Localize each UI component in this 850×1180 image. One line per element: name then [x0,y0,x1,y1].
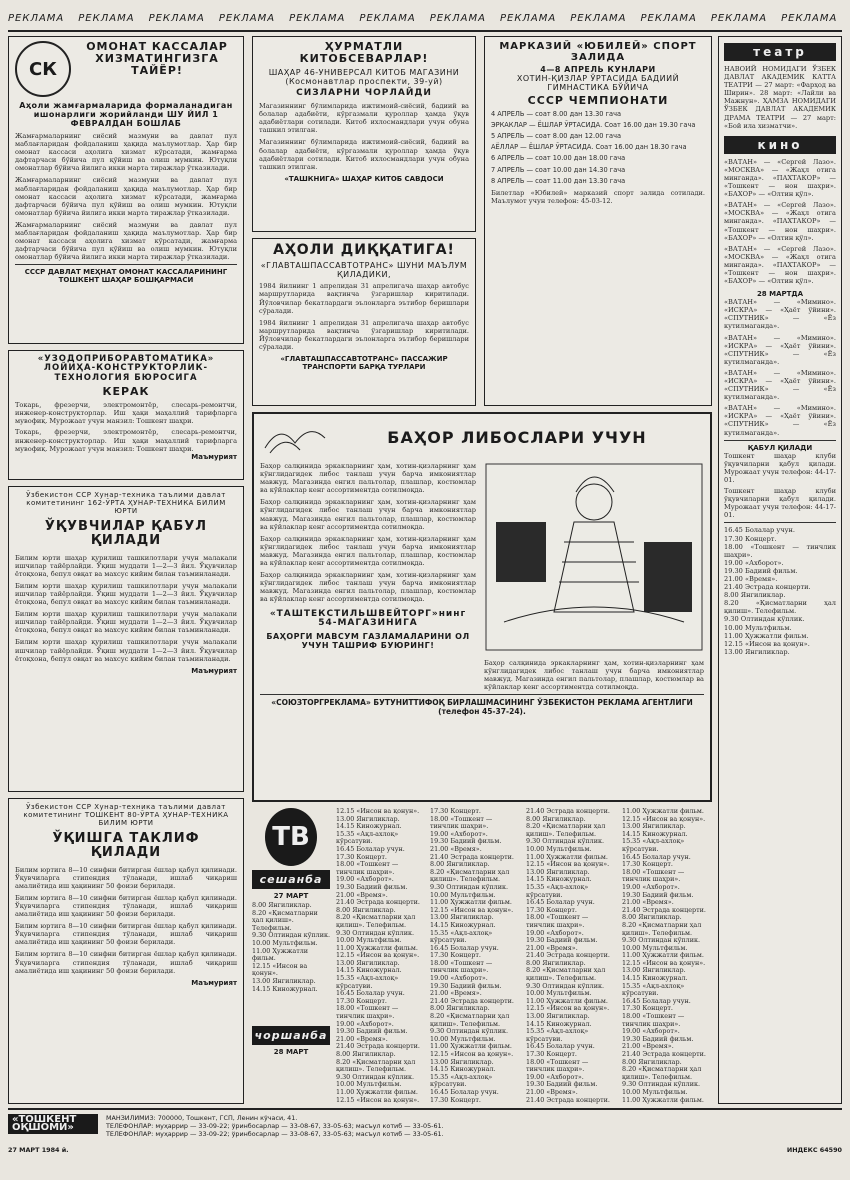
tv-list-1 [336,808,426,1104]
tv-program-item: 13.00 Янгиликлар. [430,1057,494,1066]
books-sign: «ТАШКНИГА» ШАҲАР КИТОБ САВДОСИ [284,174,444,183]
tv-program-item: 10.00 Мультфильм. [526,989,592,998]
masthead-word: РЕКЛАМА [710,13,768,24]
tv-program-item: 8.20 «Қисматларни ҳал қилиш». Телефильм. [622,1065,702,1081]
tv-program-item: 9.30 Олтиндан кўплик. [622,1080,701,1089]
tv-program-item: 21.00 «Время». [526,1087,578,1096]
tv-program-item: 8.00 Янгиликлар. [252,902,312,909]
kino-body-3: «ВАТАН» — «Сергей Лазо». «МОСКВА» — «Жаҳл отига минганда». «ПАХТАКОР» — «Тошкент — нон шаҳри». «БАХОР» — «Олтин қўл». [724,244,836,286]
tv-program-item: 19.30 Бадиий фильм. [724,566,798,575]
tv-program-item: 21.40 Эстрада концерти. [336,1042,420,1051]
tv-date-2: 28 МАРТ [273,1048,309,1056]
tv-program-item: 8.00 Янгиликлар. [526,814,586,823]
cashiers-body: Жамғармаларнинг сиёсий мазмуни ва давлат пул маблағларидан фойдаланиш ҳақида маълумотлар. Ҳар бир омонат кассаси аҳолига хизмат кўрсатади, жамғарма дафтарчаси бўйича пул қўйиш ва олиш мумкин. Ютуқли омонатлар бўйича йилига икки марта тиражлар ўтказилади. [15,132,237,173]
attention-title: АҲОЛИ ДИҚҚАТИГА! [273,242,455,258]
books-head: СИЗЛАРНИ ЧОРЛАЙДИ [296,88,432,99]
tv-program-item: 19.30 Бадиий фильм. [430,837,502,846]
tv-program-item: 11.00 Ҳужжатли фильм. [622,951,704,960]
kerak-sign: Маъмурият [191,452,237,461]
tv-program-item: 13.00 Янгиликлар. [622,966,686,975]
tv-program-item: 13.00 Янгиликлар. [622,822,686,831]
spring-body-3: Баҳор салқинида эркакларнинг ҳам, хотин-қизларнинг ҳам кўнглидагидек либос танлаш учун барча имкониятлар мавжуд. Магазинда енгил пальтолар, плашлар, костюмлар ва кўйлаклар кенг ассортиментда сотилмоқда. [260,534,476,568]
tv-program-item: 19.30 Бадиий фильм. [622,890,694,899]
tv-program-item: 17.30 Концерт. [430,808,481,815]
tv-program-item: 21.40 Эстрада концерти. [430,996,514,1005]
sport-ad [484,36,712,406]
sport-sub: ХОТИН-ҚИЗЛАР ЎРТАСИДА БАДИИЙ ГИМНАСТИКА БЎЙИЧА [516,74,680,92]
tv-program-item: 11.00 Ҳужжатли фильм. [336,1087,418,1096]
tv-program-item: 12.15 «Инсон ва қонун». [724,639,810,648]
tv-program-item: 21.40 Эстрада концерти. [622,905,706,914]
college-sign: Маъмурият [191,978,237,987]
masthead-word: РЕКЛАМА [218,13,276,24]
tv-program-item: 10.00 Мультфильм. [430,1034,496,1043]
tv-program-item: 14.15 Киножурнал. [430,920,496,929]
tv-program-item: 9.30 Олтиндан кўплик. [724,615,805,624]
tv-program-item: 19.00 «Ахборот». [430,829,488,838]
spring-sign: «СОЮЗТОРГРЕКЛАМА» БУТУНИТТИФОҚ БИРЛАШМАСИНИНГ ЎЗБЕКИСТОН РЕКЛАМА АГЕНТЛИГИ (телефон 45-37-24). [271,698,693,717]
masthead-word: РЕКЛАМА [8,13,65,24]
cashiers-body-2: Жамғармаларнинг сиёсий мазмуни ва давлат пул маблағларидан фойдаланиш ҳақида маълумотлар. Ҳар бир омонат кассаси аҳолига хизмат кўрсатади, жамғарма дафтарчаси бўйича пул қўйиш ва олиш мумкин. Ютуқли омонатлар бўйича йилига икки марта тиражлар ўтказилади. [15,176,237,217]
cashiers-lead: Аҳоли жамғармаларида формаланадиган ишонарлиги жорийланди ШУ ЙИЛ 1 ФЕВРАЛДАН БОШЛАБ [19,101,233,128]
tv-program-item: 8.20 «Қисматларни ҳал қилиш». Телефильм. [526,966,606,983]
masthead-word: РЕКЛАМА [570,13,627,24]
tv-program-item: 19.30 Бадиий фильм. [430,981,502,990]
tv-program-item: 21.00 «Время». [622,1042,674,1051]
tv-program-item: 21.00 «Время». [724,574,778,583]
masthead-word: РЕКЛАМА [359,13,416,24]
sport-schedule-item: АЁЛЛАР — ЁШЛАР ЎРТАСИДА. Соат 16.00 дан 18.30 гача [491,143,687,152]
theatre-heading: театр [724,43,836,61]
tv-program-item: 17.30 Концерт. [622,860,673,869]
savings-bank-logo: СК [15,41,71,97]
tv-program-item: 19.00 «Ахборот». [336,1019,394,1028]
tv-program-item: 21.40 Эстрада концерти. [526,951,610,960]
tv-program-item: 8.20 «Қисматларни ҳал қилиш». Телефильм. [430,1012,510,1028]
tv-program-item: 14.15 Киножурнал. [526,875,592,884]
spring-invite: БАҲОРГИ МАВСУМ ГАЗЛАМАЛАРИНИ ОЛ УЧУН ТАШРИФ БУЮРИНГ! [266,632,470,651]
college-body-2: Билим юртига 8—10 синфни битирган ёшлар қабул қилинади. Ўқувчиларга стипендия тўланади, ишлаб чиқариш амалиётида иш ҳақининг 50 фоизи берилади. [15,893,237,919]
masthead-word: РЕКЛАМА [781,13,838,24]
tv-program-item: 8.00 Янгиликлар. [622,913,682,922]
kino-heading: кино [724,136,836,154]
tv-program-item: 19.30 Бадиий фильм. [622,1034,694,1043]
masthead-word: РЕКЛАМА [499,13,557,24]
sport-footer: Билетлар «Юбилей» марказий спорт залида сотилади. Маълумот учун телефон: 45-03-12. [491,188,705,205]
tv-program-item: 16.45 Болалар учун. [430,943,499,952]
tv-program-item: 16.45 Болалар учун. [724,526,795,535]
tv-program-item: 11.00 Ҳужжатли фильм. [336,943,418,952]
tv-program-item: 17.30 Концерт. [622,1004,673,1013]
cashiers-sign: СССР ДАВЛАТ МЕҲНАТ ОМОНАТ КАССАЛАРИНИНГ ТОШКЕНТ ШАҲАР БОШҚАРМАСИ [24,268,228,285]
tv-program-item: 12.15 «Инсон ва қонун». [336,808,420,815]
kerak-title: «УЗОДОПРИБОРАВТОМАТИКА» ЛОЙИҲА-КОНСТРУКТОРЛИК-ТЕХНОЛОГИЯ БЮРОСИГА [37,354,215,383]
theatre-body: НАВОИЙ НОМИДАГИ ЎЗБЕК ДАВЛАТ АКАДЕМИК КАТТА ТЕАТРИ — 27 март: «Фарҳод ва Ширин». 28 март: «Лайли ва Мажнун». ҲАМЗА НОМИДАГИ ЎЗБЕК ДАВЛАТ АКАДЕМИК ДРАМА ТЕАТРИ — 27 март: «Бой ила хизматчи». [724,65,836,130]
tv-program-item: 8.20 «Қисматларни ҳал қилиш». Телефильм. [724,599,836,616]
tv-program-item: 12.15 «Инсон ва қонун». [622,958,706,967]
tv-program-item: 9.30 Олтиндан кўплик. [430,1027,509,1036]
date-body-2: «ВАТАН» — «Мимино». «ИСКРА» — «Ҳаёт ўйини». «СПУТНИК» — «Ёз кутилмаганда». [724,333,836,366]
books-body: Магазиннинг бўлимларида ижтимоий-сиёсий, бадиий ва болалар адабиёти, кўргазмали қуроллар ҳамда ўқув адабиётлари сотилади. Китоб ихлосмандлари учун обуна ташкил этилган. [259,102,469,135]
kerak-body-2: Токарь, фрезерчи, электромонтёр, слесарь-ремонтчи, инженер-конструкторлар. Иш ҳақи маҳаллий тарифларга мувофиқ. Мурожаат учун манзил: Тошкент шаҳри. [15,428,237,453]
tv-program-item: 19.30 Бадиий фильм. [526,936,598,945]
tv-program-item: 18.00 «Тошкент — тинчлик шаҳри». [622,1012,685,1028]
attention-sub: «ГЛАВТАШПАССАВТОТРАНС» ШУНИ МАЪЛУМ ҚИЛАДИКИ, [260,261,468,280]
tv-program-item: 14.15 Киножурнал. [430,1065,496,1074]
students-body-4: Билим юрти шаҳар қурилиш ташкилотлари учун малакали ишчилар тайёрлайди. Ўқиш муддати 1—2—3 йил. Ўқувчилар ётоқхона, бепул овқат ва махсус кийим билан таъминланади. [15,638,237,663]
date-heading: 28 МАРТДА [756,290,804,299]
tv-day-2: чоршанба [252,1026,330,1045]
footer-phones: ТЕЛЕФОНЛАР: муҳаррир — 33-09-22; ўринбосарлар — 33-08-67, 33-05-63; масъул котиб — 33-05-61. [106,1122,444,1130]
tv-program-item: 9.30 Олтиндан кўплик. [252,931,330,940]
tv-program-item: 16.45 Болалар учун. [336,844,405,853]
tv-program-item: 12.15 «Инсон ва қонун». [526,1004,610,1013]
books-sub: ШАҲАР 46-УНИВЕРСАЛ КИТОБ МАГАЗИНИ (Космонавтлар проспекти, 39-уй) [268,68,460,87]
tv-program-item: 16.45 Болалар учун. [430,1087,499,1096]
tv-program-item: 15.35 «Ақл-ахлоқ» кўрсатуви. [526,882,589,899]
tv-program-item: 18.00 «Тошкент — тинчлик шаҳри». [430,814,493,831]
spring-ad [252,412,712,802]
tv-header [252,808,330,1104]
footer-address: МАНЗИЛИМИЗ: 700000, Тошкент, ГСП, Ленин кўчаси, 41. [106,1114,298,1122]
attention-body-2: 1984 йилнинг 1 апрелидан 31 апрелигача шаҳар автобус маршрутларида вақтинча ўзгаришлар киритилади. Йўловчилар бекатлардаги эълонларга эътибор беришлари сўралади. [259,318,469,352]
sport-schedule-item: 5 АПРЕЛЬ — соат 8.00 дан 12.00 гача [491,132,622,141]
tv-program-item: 13.00 Янгиликлар. [430,913,494,922]
masthead-strip [8,8,842,32]
bird-illustration-icon [260,418,330,458]
tv-program-item: 18.00 «Тошкент — тинчлик шаҳри». [336,860,399,876]
paper-logo: «ТОШКЕНТ ОҚШОМИ» [8,1114,98,1134]
books-ad [252,36,476,232]
tv-program-item: 8.20 «Қисматларни ҳал қилиш». Телефильм. [252,908,318,932]
masthead-word: РЕКЛАМА [640,13,697,24]
tv-program-item: 8.00 Янгиликлар. [724,591,786,600]
tv-program-item: 14.15 Киножурнал. [252,984,318,993]
tv-program-item: 17.30 Концерт. [336,996,387,1005]
tv-program-item: 21.40 Эстрада концерти. [336,898,420,907]
tv-program-item: 12.15 «Инсон ва қонун». [336,951,420,960]
tv-program-item: 13.00 Янгиликлар. [336,814,400,823]
tv-program-item: 16.45 Болалар учун. [622,996,691,1005]
tv-program-item: 14.15 Киножурнал. [336,966,402,975]
tv-program-item: 11.00 Ҳужжатли фильм. [724,631,809,640]
tv-program-item: 21.00 «Время». [336,1034,388,1043]
footer-phones-2: ТЕЛЕФОНЛАР: муҳаррир — 33-09-22; ўринбосарлар — 33-08-67, 33-05-63; масъул котиб — 33-05-61. [106,1130,444,1138]
spring-body-2: Баҳор салқинида эркакларнинг ҳам, хотин-қизларнинг ҳам кўнглидагидек либос танлаш учун барча имкониятлар мавжуд. Магазинда енгил пальтолар, плашлар, костюмлар ва кўйлаклар кенг ассортиментда сотилмоқда. [260,498,476,531]
tv-program-item: 14.15 Киножурнал. [622,829,688,838]
tv-program-item: 19.00 «Ахборот». [526,928,584,937]
tv-program-item: 18.00 «Тошкент — тинчлик шаҳри». [622,867,685,884]
spring-side-text: Баҳор салқинида эркакларнинг ҳам, хотин-қизларнинг ҳам кўнглидагидек либос танлаш учун барча имкониятлар мавжуд. Магазинда енгил пальтолар, плашлар, костюмлар ва кўйлаклар кенг ассортиментда сотилмоқда. [484,659,704,692]
tv-program-item: 8.00 Янгиликлар. [430,1004,490,1013]
students-ad [8,486,244,792]
tv-program-item: 21.00 «Время». [336,890,388,899]
sport-schedule-item: 7 АПРЕЛЬ — соат 10.00 дан 14.30 гача [491,165,626,174]
tv-program-item: 9.30 Олтиндан кўплик. [622,936,701,945]
tv-program-item: 15.35 «Ақл-ахлоқ» кўрсатуви. [336,974,399,990]
tv-program-item: 19.00 «Ахборот». [724,558,784,567]
students-sub: Ўзбекистон ССР Хунар-техника таълими давлат комитетининг 162-ЎРТА ҲУНАР-ТЕХНИКА БИЛИМ ЮРТИ [26,491,226,515]
tv-list-3 [526,808,618,1104]
tv-program-item: 18.00 «Тошкент — тинчлик шаҳри». [526,913,589,929]
sport-schedule-item: 6 АПРЕЛЬ — соат 10.00 дан 18.00 гача [491,154,626,163]
tv-program-item: 10.00 Мультфильм. [252,938,318,947]
tv-program-item: 15.35 «Ақл-ахлоқ» кўрсатуви. [622,837,685,853]
tv-program-item: 19.00 «Ахборот». [622,882,680,891]
books-title: ҲУРМАТЛИ КИТОБСЕВАРЛАР! [299,40,429,66]
college-body-4: Билим юртига 8—10 синфни битирган ёшлар қабул қилинади. Ўқувчиларга стипендия тўланади, ишлаб чиқариш амалиётида иш ҳақининг 50 фоизи берилади. [15,950,237,975]
attention-body: 1984 йилнинг 1 апрелидан 31 апрелигача шаҳар автобус маршрутларида вақтинча ўзгаришлар киритилади. Йўловчилар бекатлардаги эълонларга эътибор беришлари сўралади. [259,282,469,315]
sport-schedule [491,110,705,185]
tv-program-item: 13.00 Янгиликлар. [526,867,590,876]
tv-program-item: 8.20 «Қисматларни ҳал қилиш». Телефильм. [622,920,702,937]
sport-schedule-item: 4 АПРЕЛЬ — соат 8.00 дан 13.30 гача [491,110,622,119]
tv-program-item: 14.15 Киножурнал. [526,1019,592,1028]
tv-program-item: 17.30 Концерт. [430,1095,481,1104]
masthead-word: РЕКЛАМА [289,13,346,24]
tv-program-item: 12.15 «Инсон ва қонун». [622,814,706,823]
tv-date-1: 27 МАРТ [273,892,309,900]
tv-program-item: 21.40 Эстрада концерти. [526,808,610,815]
kerak-ad [8,350,244,480]
tv-program-item: 13.00 Янгиликлар. [336,958,400,967]
tv-program-item: 19.00 «Ахборот». [430,974,488,983]
sport-title: МАРКАЗИЙ «ЮБИЛЕЙ» СПОРТ ЗАЛИДА [499,41,697,63]
tv-program-item: 9.30 Олтиндан кўплик. [336,928,415,937]
tv-program-item: 11.00 Ҳужжатли фильм. [526,996,608,1005]
tv-program-item: 16.45 Болалар учун. [526,898,595,907]
tv-program-item: 9.30 Олтиндан кўплик. [336,1072,415,1081]
students-sign: Маъмурият [191,666,237,675]
students-body-3: Билим юрти шаҳар қурилиш ташкилотлари учун малакали ишчилар тайёрлайди. Ўқиш муддати 1—2—3 йил. Ўқувчилар ётоқхона, бепул овқат ва махсус кийим билан таъминланади. [15,610,237,635]
spring-title: БАҲОР ЛИБОСЛАРИ УЧУН [387,428,647,448]
kino-body-2: «ВАТАН» — «Сергей Лазо». «МОСКВА» — «Жаҳл отига минганда». «ПАХТАКОР» — «Тошкент — нон шаҳри». «БАХОР» — «Олтин қўл». [724,201,836,242]
kerak-body: Токарь, фрезерчи, электромонтёр, слесарь-ремонтчи, инженер-конструкторлар. Иш ҳақи маҳаллий тарифларга мувофиқ. Мурожаат учун манзил: Тошкент шаҳри. [15,401,237,426]
tv-program-item: 8.00 Янгиликлар. [526,958,586,967]
cashiers-body-3: Жамғармаларнинг сиёсий мазмуни ва давлат пул маблағларидан фойдаланиш ҳақида маълумотлар. Ҳар бир омонат кассаси аҳолига хизмат кўрсатади, жамғарма дафтарчаси бўйича пул қўйиш ва олиш мумкин. Ютуқли омонатлар бўйича йилига икки марта тиражлар ўтказилади. [15,220,237,262]
tv-program-item: 14.15 Киножурнал. [622,974,688,983]
tv-program-item: 19.00 «Ахборот». [526,1072,584,1081]
tv-program-item: 12.15 «Инсон ва қонун». [526,860,610,869]
tv-program-item: 11.00 Ҳужжатли фильм. [622,1095,704,1104]
newspaper-footer [8,1108,842,1174]
club-body-2: Тошкент шаҳар клуби ўқувчиларни қабул қилади. Мурожаат учун телефон: 44-17-01. [724,487,836,520]
tv-logo: ТВ [265,808,317,866]
tv-program-item: 10.00 Мультфильм. [622,943,688,952]
tv-program-item: 18.00 «Тошкент — тинчлик шаҳри». [526,1057,589,1074]
tv-program-item: 9.30 Олтиндан кўплик. [526,981,605,990]
tv-program-item: 10.00 Мультфильм. [430,890,496,899]
tv-program-item: 19.00 «Ахборот». [336,875,394,884]
fashion-illustration-icon [484,462,704,652]
tv-program-item: 10.00 Мультфильм. [526,844,592,853]
tv-day-1: сешанба [252,870,330,889]
tv-program-item: 21.40 Эстрада концерти. [622,1050,706,1058]
masthead-word: РЕКЛАМА [78,13,135,24]
tv-list-0 [252,902,330,1022]
tv-program-item: 15.35 «Ақл-ахлоқ» кўрсатуви. [430,1072,493,1089]
date-body: «ВАТАН» — «Мимино». «ИСКРА» — «Ҳаёт ўйини». «СПУТНИК» — «Ёз кутилмаганда». [724,298,836,331]
tv-program-item: 16.45 Болалар учун. [622,852,691,861]
books-body-2: Магазиннинг бўлимларида ижтимоий-сиёсий, бадиий ва болалар адабиёти, кўргазмали қуроллар ҳамда ўқув адабиётлари сотилади. Китоб ихлосмандлари учун обуна ташкил этилган. [259,138,469,171]
tv-program-item: 8.20 «Қисматларни ҳал қилиш». Телефильм. [336,1057,416,1074]
spring-body: Баҳор салқинида эркакларнинг ҳам, хотин-қизларнинг ҳам кўнглидагидек либос танлаш учун барча имкониятлар мавжуд. Магазинда енгил пальтолар, плашлар, костюмлар ва кўйлаклар кенг ассортиментда сотилмоқда. [260,462,476,495]
tv-program-item: 15.35 «Ақл-ахлоқ» кўрсатуви. [526,1027,589,1043]
club-body: Тошкент шаҳар клуби ўқувчиларни қабул қилади. Мурожаат учун телефон: 44-17-01. [724,451,836,484]
tv-program-item: 13.00 Янгиликлар. [252,976,316,985]
attention-sign: «ГЛАВТАШПАССАВТОТРАНС» ПАССАЖИР ТРАНСПОРТИ БАРҚА ТУРЛАРИ [280,355,448,372]
tv-program-item: 8.20 «Қисматларни ҳал қилиш». Телефильм. [336,913,416,929]
college-body-3: Билим юртига 8—10 синфни битирган ёшлар қабул қилинади. Ўқувчиларга стипендия тўланади, ишлаб чиқариш амалиётида иш ҳақининг 50 фоизи берилади. [15,922,237,947]
tv-program-item: 12.15 «Инсон ва қонун». [252,961,308,978]
tv-program-item: 19.30 Бадиий фильм. [336,882,408,891]
sport-schedule-item: ЭРКАКЛАР — ЁШЛАР ЎРТАСИДА. Соат 16.00 дан 19.30 гача [491,121,696,130]
sport-dates: 4—8 АПРЕЛЬ КУНЛАРИ [540,65,656,74]
theatre-column [718,36,842,1104]
tv-program-item: 17.30 Концерт. [526,1050,577,1058]
spring-body-4: Баҳор салқинида эркакларнинг ҳам, хотин-қизларнинг ҳам кўнглидагидек либос танлаш учун барча имкониятлар мавжуд. Магазинда енгил пальтолар, плашлар, костюмлар ва кўйлаклар кенг ассортиментда сотилмоқда. [260,571,476,604]
tv-program-item: 17.30 Концерт. [526,905,577,914]
club-heading: ҚАБУЛ ҚИЛАДИ [747,443,813,452]
tv-program-item: 15.35 «Ақл-ахлоқ» кўрсатуви. [430,928,493,945]
tv-program-item: 11.00 Ҳужжатли фильм. [526,852,608,861]
tv-program-item: 19.00 «Ахборот». [622,1027,680,1036]
tv-program-item: 17.30 Концерт. [430,951,481,960]
college-title: ЎҚИШГА ТАКЛИФ ҚИЛАДИ [52,831,200,861]
tv-list-2 [430,808,522,1104]
tv-program-item: 8.00 Янгиликлар. [430,860,490,869]
tv-program-item: 10.00 Мультфильм. [724,623,792,632]
tv-program-item: 11.00 Ҳужжатли фильм. [430,1042,512,1051]
tv-program-item: 15.35 «Ақл-ахлоқ» кўрсатуви. [622,981,685,998]
tv-program-item: 12.15 «Инсон ва қонун». [430,905,514,914]
tv-program-item: 18.00 «Тошкент — тинчлик шаҳри». [430,958,493,975]
tv-program-item: 8.20 «Қисматларни ҳал қилиш». Телефильм. [430,867,510,884]
attention-ad [252,238,476,406]
students-body-2: Билим юрти шаҳар қурилиш ташкилотлари учун малакали ишчилар тайёрлайди. Ўқиш муддати 1—2—3 йил. Ўқувчилар ётоқхона, бепул овқат ва махсус кийим билан таъминланади. [15,581,237,607]
tv-program-item: 17.30 Концерт. [724,534,777,543]
tv-program-item: 11.00 Ҳужжатли фильм. [622,808,704,815]
tv-program-item: 9.30 Олтиндан кўплик. [526,837,605,846]
kerak-head: КЕРАК [102,385,150,399]
students-title: ЎҚУВЧИЛАР ҚАБУЛ ҚИЛАДИ [44,519,208,549]
masthead-word: РЕКЛАМА [148,13,205,24]
tv-program-item: 18.00 «Тошкент — тинчлик шаҳри». [724,542,836,559]
tv-program-item: 21.40 Эстрада концерти. [430,852,514,861]
college-ad [8,798,244,1104]
tv-program-item: 9.30 Олтиндан кўплик. [430,882,509,891]
tv-program-item: 12.15 «Инсон ва қонун». [430,1050,514,1058]
tv-program-item: 17.30 Концерт. [336,852,387,861]
tv-program-item: 12.15 «Инсон ва қонун». [336,1095,420,1104]
date-body-4: «ВАТАН» — «Мимино». «ИСКРА» — «Ҳаёт ўйини». «СПУТНИК» — «Ёз кутилмаганда». [724,404,836,437]
tv-program-item: 21.00 «Время». [430,989,482,998]
tv-program-item: 8.00 Янгиликлар. [336,1050,396,1058]
footer-index: ИНДЕКС 64590 [786,1146,842,1154]
tv-program-item: 14.15 Киножурнал. [336,822,402,831]
tv-program-item: 13.00 Янгиликлар. [724,647,790,656]
spring-store: «ТАШТЕКСТИЛЬШВЕЙТОРГ»нинг 54-МАГАЗИНИГА [269,608,467,629]
tv-program-item: 13.00 Янгиликлар. [526,1012,590,1021]
tv-program-item: 8.00 Янгиликлар. [622,1057,682,1066]
footer-date: 27 МАРТ 1984 й. [8,1146,69,1154]
college-body: Билим юртига 8—10 синфни битирган ёшлар қабул қилинади. Ўқувчиларга стипендия тўланади, ишлаб чиқариш амалиётида иш ҳақининг 50 фоизи берилади. [15,865,237,890]
tv-program-item: 19.30 Бадиий фильм. [336,1027,408,1036]
tv-list-4 [622,808,714,1104]
masthead-word: РЕКЛАМА [429,13,486,24]
tv-program-item: 18.00 «Тошкент — тинчлик шаҳри». [336,1004,399,1021]
tv-program-item: 15.35 «Ақл-ахлоқ» кўрсатуви. [336,829,399,846]
college-sub: Ўзбекистон ССР Хунар-техника таълими давлат комитетининг ТОШКЕНТ 80-ЎРТА ҲУНАР-ТЕХНИКА БИЛИМ ЮРТИ [23,803,229,827]
date-body-3: «ВАТАН» — «Мимино». «ИСКРА» — «Ҳаёт ўйини». «СПУТНИК» — «Ёз кутилмаганда». [724,368,836,402]
tv-program-item: 21.00 «Время». [526,943,578,952]
cashiers-title: ОМОНАТ КАССАЛАР ХИЗМАТИНГИЗГА ТАЙЁР! [86,40,228,78]
tv-continued [724,526,836,656]
kino-body: «ВАТАН» — «Сергей Лазо». «МОСКВА» — «Жаҳл отига минганда». «ПАХТАКОР» — «Тошкент — нон шаҳри». «БАХОР» — «Олтин қўл». [724,157,836,199]
tv-program-item: 21.00 «Время». [430,844,482,853]
tv-program-item: 19.30 Бадиий фильм. [526,1080,598,1089]
tv-program-item: 11.00 Ҳужжатли фильм. [252,946,309,963]
cashiers-ad [8,36,244,344]
tv-program-item: 16.45 Болалар учун. [336,989,405,998]
tv-program-item: 21.00 «Время». [622,898,674,907]
students-body: Билим юрти шаҳар қурилиш ташкилотлари учун малакали ишчилар тайёрлайди. Ўқиш муддати 1—2—3 йил. Ўқувчилар ётоқхона, бепул овқат ва махсус кийим билан таъминланади. [15,553,237,578]
tv-program-item: 21.40 Эстрада концерти. [724,583,811,592]
sport-schedule-item: 8 АПРЕЛЬ — соат 11.00 дан 13.30 гача [491,176,626,185]
tv-program-item: 8.20 «Қисматларни ҳал қилиш». Телефильм. [526,822,606,838]
tv-program-item: 21.40 Эстрада концерти. [526,1095,610,1104]
tv-program-item: 10.00 Мультфильм. [336,1080,402,1089]
sport-head: СССР ЧЕМПИОНАТИ [527,94,669,107]
tv-program-item: 8.00 Янгиликлар. [336,905,396,914]
tv-program-item: 16.45 Болалар учун. [526,1042,595,1051]
tv-program-item: 11.00 Ҳужжатли фильм. [430,898,512,907]
tv-program-item: 10.00 Мультфильм. [622,1087,688,1096]
tv-program-item: 10.00 Мультфильм. [336,936,402,945]
